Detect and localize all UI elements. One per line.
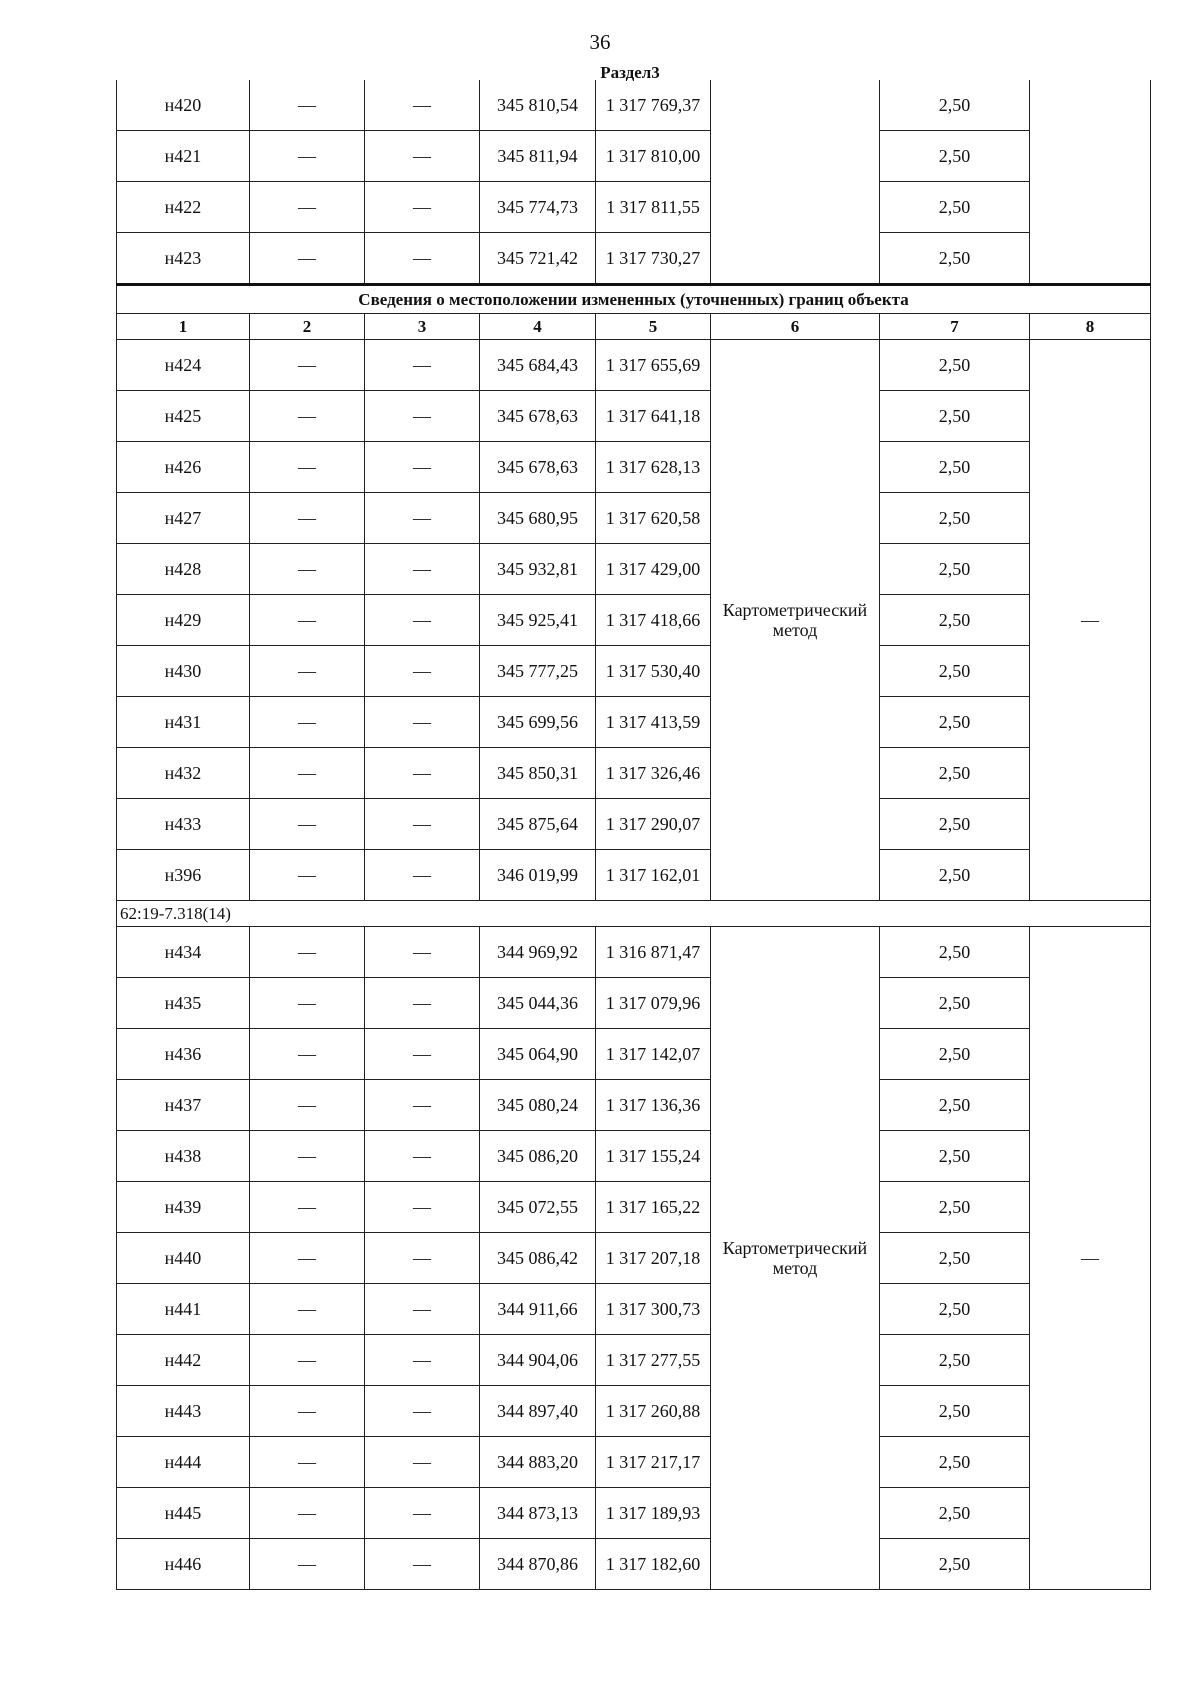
- accuracy-value: 2,50: [880, 799, 1030, 850]
- point-id: н421: [117, 131, 250, 182]
- old-x-value: —: [250, 131, 365, 182]
- table-row: [117, 799, 1151, 850]
- old-y-value: —: [365, 233, 480, 285]
- column-number: 7: [880, 314, 1030, 340]
- new-x-value: 345 080,24: [480, 1080, 596, 1131]
- old-x-value: —: [250, 799, 365, 850]
- old-x-value: —: [250, 1029, 365, 1080]
- old-y-value: —: [365, 927, 480, 978]
- old-y-value: —: [365, 391, 480, 442]
- new-y-value: 1 317 136,36: [596, 1080, 711, 1131]
- accuracy-value: 2,50: [880, 80, 1030, 131]
- old-x-value: —: [250, 1437, 365, 1488]
- old-y-value: —: [365, 340, 480, 391]
- old-x-value: —: [250, 1284, 365, 1335]
- new-y-value: 1 317 730,27: [596, 233, 711, 285]
- point-id: н420: [117, 80, 250, 131]
- new-y-value: 1 317 277,55: [596, 1335, 711, 1386]
- point-id: н433: [117, 799, 250, 850]
- table-row: [117, 544, 1151, 595]
- old-x-value: —: [250, 233, 365, 285]
- accuracy-value: 2,50: [880, 340, 1030, 391]
- point-id: н430: [117, 646, 250, 697]
- new-x-value: 345 925,41: [480, 595, 596, 646]
- new-x-value: 345 678,63: [480, 391, 596, 442]
- old-y-value: —: [365, 646, 480, 697]
- new-y-value: 1 317 418,66: [596, 595, 711, 646]
- new-y-value: 1 317 290,07: [596, 799, 711, 850]
- description-cell: [1030, 182, 1151, 233]
- old-y-value: —: [365, 850, 480, 901]
- new-x-value: 345 064,90: [480, 1029, 596, 1080]
- accuracy-value: 2,50: [880, 182, 1030, 233]
- new-x-value: 345 072,55: [480, 1182, 596, 1233]
- old-x-value: —: [250, 1131, 365, 1182]
- old-x-value: —: [250, 391, 365, 442]
- description-cell: [1030, 233, 1151, 285]
- accuracy-value: 2,50: [880, 927, 1030, 978]
- accuracy-value: 2,50: [880, 1131, 1030, 1182]
- new-y-value: 1 317 628,13: [596, 442, 711, 493]
- point-id: н437: [117, 1080, 250, 1131]
- accuracy-value: 2,50: [880, 595, 1030, 646]
- old-x-value: —: [250, 978, 365, 1029]
- description-cell: —: [1030, 340, 1151, 901]
- table-row: [117, 697, 1151, 748]
- point-id: н438: [117, 1131, 250, 1182]
- method-cell: [711, 182, 880, 233]
- table-row: [117, 748, 1151, 799]
- point-id: н428: [117, 544, 250, 595]
- point-id: н444: [117, 1437, 250, 1488]
- accuracy-value: 2,50: [880, 1233, 1030, 1284]
- object-id: 62:19-7.318(14): [117, 901, 1151, 927]
- old-y-value: —: [365, 182, 480, 233]
- old-x-value: —: [250, 748, 365, 799]
- column-number-row: [117, 314, 1151, 340]
- point-id: н436: [117, 1029, 250, 1080]
- table-row: [117, 927, 1151, 978]
- point-id: н424: [117, 340, 250, 391]
- accuracy-value: 2,50: [880, 131, 1030, 182]
- accuracy-value: 2,50: [880, 850, 1030, 901]
- method-cell: [711, 233, 880, 285]
- new-y-value: 1 317 162,01: [596, 850, 711, 901]
- old-x-value: —: [250, 340, 365, 391]
- coordinates-table: [116, 80, 1151, 1590]
- new-y-value: 1 317 079,96: [596, 978, 711, 1029]
- accuracy-value: 2,50: [880, 442, 1030, 493]
- table-row: [117, 493, 1151, 544]
- table-row: [117, 1488, 1151, 1539]
- new-x-value: 344 904,06: [480, 1335, 596, 1386]
- point-id: н441: [117, 1284, 250, 1335]
- accuracy-value: 2,50: [880, 1029, 1030, 1080]
- old-y-value: —: [365, 748, 480, 799]
- old-x-value: —: [250, 595, 365, 646]
- new-x-value: 345 810,54: [480, 80, 596, 131]
- old-y-value: —: [365, 442, 480, 493]
- accuracy-value: 2,50: [880, 233, 1030, 285]
- old-x-value: —: [250, 1335, 365, 1386]
- point-id: н422: [117, 182, 250, 233]
- column-number: 5: [596, 314, 711, 340]
- new-y-value: 1 317 142,07: [596, 1029, 711, 1080]
- new-y-value: 1 317 182,60: [596, 1539, 711, 1590]
- table-row: [117, 1335, 1151, 1386]
- column-number: 6: [711, 314, 880, 340]
- old-x-value: —: [250, 544, 365, 595]
- accuracy-value: 2,50: [880, 978, 1030, 1029]
- new-x-value: 344 969,92: [480, 927, 596, 978]
- table-row: [117, 182, 1151, 233]
- accuracy-value: 2,50: [880, 1080, 1030, 1131]
- table-row: [117, 1233, 1151, 1284]
- new-x-value: 346 019,99: [480, 850, 596, 901]
- new-x-value: 344 883,20: [480, 1437, 596, 1488]
- old-y-value: —: [365, 1437, 480, 1488]
- new-x-value: 345 086,42: [480, 1233, 596, 1284]
- method-cell: [711, 80, 880, 131]
- point-id: н440: [117, 1233, 250, 1284]
- old-x-value: —: [250, 1488, 365, 1539]
- point-id: н425: [117, 391, 250, 442]
- old-y-value: —: [365, 131, 480, 182]
- new-y-value: 1 317 326,46: [596, 748, 711, 799]
- new-y-value: 1 317 260,88: [596, 1386, 711, 1437]
- new-x-value: 345 680,95: [480, 493, 596, 544]
- old-y-value: —: [365, 1029, 480, 1080]
- accuracy-value: 2,50: [880, 646, 1030, 697]
- accuracy-value: 2,50: [880, 1335, 1030, 1386]
- point-id: н423: [117, 233, 250, 285]
- old-y-value: —: [365, 697, 480, 748]
- accuracy-value: 2,50: [880, 1488, 1030, 1539]
- old-y-value: —: [365, 978, 480, 1029]
- old-x-value: —: [250, 1080, 365, 1131]
- method-cell: Картометрический метод: [711, 340, 880, 901]
- table-row: [117, 1182, 1151, 1233]
- new-x-value: 344 870,86: [480, 1539, 596, 1590]
- point-id: н446: [117, 1539, 250, 1590]
- old-y-value: —: [365, 1131, 480, 1182]
- column-number: 2: [250, 314, 365, 340]
- new-x-value: 344 911,66: [480, 1284, 596, 1335]
- old-y-value: —: [365, 1386, 480, 1437]
- new-y-value: 1 317 155,24: [596, 1131, 711, 1182]
- new-y-value: 1 317 217,17: [596, 1437, 711, 1488]
- old-x-value: —: [250, 1386, 365, 1437]
- old-x-value: —: [250, 182, 365, 233]
- point-id: н427: [117, 493, 250, 544]
- new-y-value: 1 317 769,37: [596, 80, 711, 131]
- new-y-value: 1 317 189,93: [596, 1488, 711, 1539]
- accuracy-value: 2,50: [880, 1386, 1030, 1437]
- table-row: [117, 442, 1151, 493]
- old-y-value: —: [365, 595, 480, 646]
- new-y-value: 1 317 810,00: [596, 131, 711, 182]
- table-row: [117, 131, 1151, 182]
- accuracy-value: 2,50: [880, 1182, 1030, 1233]
- point-id: н434: [117, 927, 250, 978]
- new-x-value: 345 699,56: [480, 697, 596, 748]
- accuracy-value: 2,50: [880, 544, 1030, 595]
- accuracy-value: 2,50: [880, 391, 1030, 442]
- table-row: [117, 1029, 1151, 1080]
- accuracy-value: 2,50: [880, 1437, 1030, 1488]
- new-x-value: 345 875,64: [480, 799, 596, 850]
- table-row: [117, 391, 1151, 442]
- old-x-value: —: [250, 1233, 365, 1284]
- new-x-value: 345 678,63: [480, 442, 596, 493]
- new-x-value: 345 850,31: [480, 748, 596, 799]
- point-id: н445: [117, 1488, 250, 1539]
- object-id-row: [117, 901, 1151, 927]
- old-x-value: —: [250, 442, 365, 493]
- table-row: [117, 978, 1151, 1029]
- table-row: [117, 1386, 1151, 1437]
- new-x-value: 345 774,73: [480, 182, 596, 233]
- old-x-value: —: [250, 697, 365, 748]
- old-x-value: —: [250, 1539, 365, 1590]
- new-y-value: 1 317 429,00: [596, 544, 711, 595]
- new-y-value: 1 316 871,47: [596, 927, 711, 978]
- old-x-value: —: [250, 80, 365, 131]
- new-x-value: 345 932,81: [480, 544, 596, 595]
- new-y-value: 1 317 655,69: [596, 340, 711, 391]
- column-number: 8: [1030, 314, 1151, 340]
- new-x-value: 345 811,94: [480, 131, 596, 182]
- old-x-value: —: [250, 493, 365, 544]
- point-id: н432: [117, 748, 250, 799]
- old-y-value: —: [365, 544, 480, 595]
- new-y-value: 1 317 207,18: [596, 1233, 711, 1284]
- point-id: н439: [117, 1182, 250, 1233]
- method-cell: [711, 131, 880, 182]
- point-id: н431: [117, 697, 250, 748]
- table-row: [117, 1131, 1151, 1182]
- description-cell: [1030, 80, 1151, 131]
- accuracy-value: 2,50: [880, 493, 1030, 544]
- new-y-value: 1 317 165,22: [596, 1182, 711, 1233]
- old-y-value: —: [365, 1335, 480, 1386]
- point-id: н429: [117, 595, 250, 646]
- table-row: [117, 1437, 1151, 1488]
- table-row: [117, 595, 1151, 646]
- old-y-value: —: [365, 1488, 480, 1539]
- method-cell: Картометрический метод: [711, 927, 880, 1590]
- point-id: н396: [117, 850, 250, 901]
- column-number: 4: [480, 314, 596, 340]
- new-y-value: 1 317 620,58: [596, 493, 711, 544]
- table-row: [117, 1080, 1151, 1131]
- column-number: 3: [365, 314, 480, 340]
- section-header-row: [117, 285, 1151, 314]
- section-header: Сведения о местоположении измененных (уточненных) границ объекта: [117, 285, 1151, 314]
- new-x-value: 345 721,42: [480, 233, 596, 285]
- point-id: н426: [117, 442, 250, 493]
- column-number: 1: [117, 314, 250, 340]
- old-y-value: —: [365, 1284, 480, 1335]
- description-cell: —: [1030, 927, 1151, 1590]
- old-y-value: —: [365, 493, 480, 544]
- description-cell: [1030, 131, 1151, 182]
- table-row: [117, 1284, 1151, 1335]
- old-x-value: —: [250, 927, 365, 978]
- point-id: н443: [117, 1386, 250, 1437]
- accuracy-value: 2,50: [880, 697, 1030, 748]
- old-y-value: —: [365, 80, 480, 131]
- table-row: [117, 233, 1151, 285]
- old-x-value: —: [250, 850, 365, 901]
- point-id: н435: [117, 978, 250, 1029]
- table-row: [117, 646, 1151, 697]
- page-number: 36: [589, 30, 611, 54]
- new-y-value: 1 317 811,55: [596, 182, 711, 233]
- point-id: н442: [117, 1335, 250, 1386]
- new-y-value: 1 317 530,40: [596, 646, 711, 697]
- old-x-value: —: [250, 1182, 365, 1233]
- old-y-value: —: [365, 1182, 480, 1233]
- old-y-value: —: [365, 799, 480, 850]
- new-y-value: 1 317 413,59: [596, 697, 711, 748]
- new-y-value: 1 317 300,73: [596, 1284, 711, 1335]
- accuracy-value: 2,50: [880, 748, 1030, 799]
- new-x-value: 345 777,25: [480, 646, 596, 697]
- new-x-value: 344 897,40: [480, 1386, 596, 1437]
- old-y-value: —: [365, 1080, 480, 1131]
- old-y-value: —: [365, 1539, 480, 1590]
- new-x-value: 345 086,20: [480, 1131, 596, 1182]
- new-x-value: 344 873,13: [480, 1488, 596, 1539]
- old-y-value: —: [365, 1233, 480, 1284]
- new-y-value: 1 317 641,18: [596, 391, 711, 442]
- table-row: [117, 80, 1151, 131]
- accuracy-value: 2,50: [880, 1539, 1030, 1590]
- new-x-value: 345 044,36: [480, 978, 596, 1029]
- table-row: [117, 850, 1151, 901]
- table-row: [117, 1539, 1151, 1590]
- new-x-value: 345 684,43: [480, 340, 596, 391]
- section-title: Раздел3: [600, 63, 660, 82]
- accuracy-value: 2,50: [880, 1284, 1030, 1335]
- table-row: [117, 340, 1151, 391]
- old-x-value: —: [250, 646, 365, 697]
